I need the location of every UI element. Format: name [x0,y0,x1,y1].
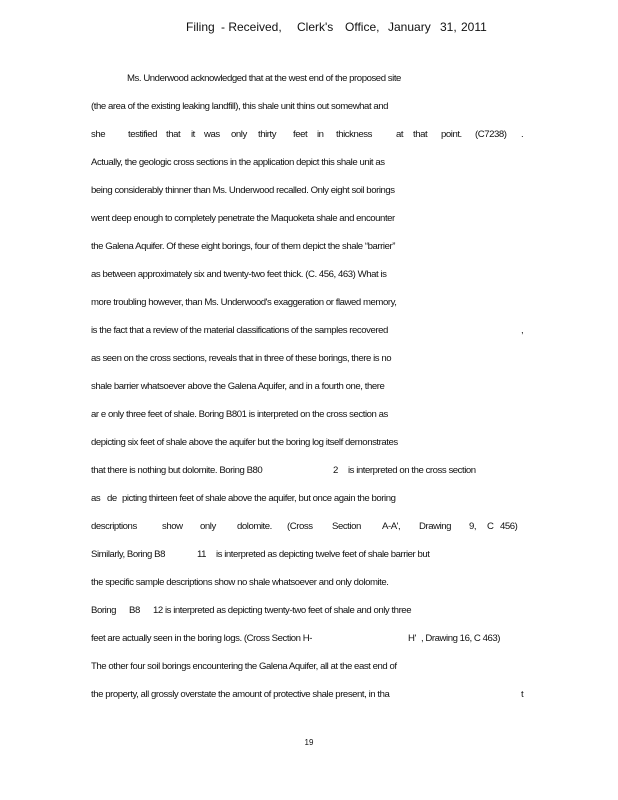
text-segment: . [521,129,524,140]
text-segment: 2 [333,465,338,476]
text-segment: Ms. Underwood acknowledged that at the west end of the proposed site [127,73,401,84]
text-segment: that there is nothing but dolomite. Boring B80 [91,465,263,476]
text-segment: more troubling however, than Ms. Underwood's exaggeration or flawed memory, [91,297,397,308]
header-word: 31, [440,20,457,34]
text-segment: descriptions [91,521,137,532]
text-segment: thickness [336,129,372,140]
text-segment: she [91,129,106,140]
text-segment: ar e only three feet of shale. Boring B801 is interpreted on the cross section as [91,409,388,420]
text-segment: (Cross [287,521,313,532]
text-segment: was [204,129,220,140]
text-segment: Similarly, Boring B8 [91,549,165,560]
header-word: - Received, [221,20,282,34]
text-segment: is interpreted on the cross section [348,465,476,476]
text-segment: thirty [258,129,277,140]
text-segment: 11 [197,549,207,560]
text-segment: B8 [129,605,140,616]
text-segment: the specific sample descriptions show no shale whatsoever and only dolomite. [91,577,389,588]
header-word: January [388,20,431,34]
header-word: Clerk's [297,20,334,34]
header-word: Office, [345,20,380,34]
text-segment: it [191,129,195,140]
text-segment: as seen on the cross sections, reveals that in three of these borings, there is no [91,353,392,364]
text-segment: went deep enough to completely penetrate the Maquoketa shale and encounter [91,213,395,224]
text-segment: that [413,129,428,140]
text-segment: is the fact that a review of the material classifications of the samples recovered [91,325,388,336]
text-segment: 456) [500,521,518,532]
text-segment: being considerably thinner than Ms. Underwood recalled. Only eight soil borings [91,185,395,196]
text-segment: testified [128,129,158,140]
text-segment: is interpreted as depicting twelve feet of shale barrier but [216,549,430,560]
text-segment: as [91,493,101,504]
header-word: Filing [186,20,215,34]
text-segment: that [166,129,181,140]
text-segment: shale barrier whatsoever above the Galena Aquifer, and in a fourth one, there [91,381,385,392]
page-number: 19 [304,738,314,747]
text-segment: (the area of the existing leaking landfill), this shale unit thins out somewhat and [91,101,389,112]
text-segment: , [521,325,524,336]
text-segment: at [396,129,404,140]
text-segment: , Drawing 16, C 463) [421,633,500,644]
text-segment: 9, [469,521,477,532]
text-segment: in [317,129,324,140]
text-segment: only [200,521,216,532]
text-segment: (C7238) [475,129,507,140]
text-segment: the property, all grossly overstate the amount of protective shale present, in tha [91,689,390,700]
header-word: 2011 [461,20,487,34]
text-segment: A-A', [382,521,401,532]
filing-header [0,20,618,38]
text-segment: the Galena Aquifer. Of these eight borings, four of them depict the shale “barrier” [91,241,395,252]
text-segment: t [521,689,524,700]
text-segment: depicting six feet of shale above the aquifer but the boring log itself demonstrates [91,437,398,448]
text-segment: de [107,493,117,504]
text-segment: Drawing [419,521,452,532]
text-segment: Actually, the geologic cross sections in the application depict this shale unit as [91,157,385,168]
text-segment: The other four soil borings encountering the Galena Aquifer, all at the east end of [91,661,397,672]
text-segment: point. [441,129,462,140]
text-segment: H' [408,633,416,644]
text-segment: as between approximately six and twenty-two feet thick. (C. 456, 463) What is [91,269,387,280]
text-segment: dolomite. [237,521,272,532]
text-segment: feet [293,129,308,140]
text-segment: feet are actually seen in the boring logs. (Cross Section H- [91,633,312,644]
text-segment: C [487,521,494,532]
text-segment: Section [332,521,361,532]
text-segment: 12 is interpreted as depicting twenty-two feet of shale and only three [153,605,412,616]
text-segment: picting thirteen feet of shale above the aquifer, but once again the boring [122,493,396,504]
text-segment: show [162,521,183,532]
text-segment: Boring [91,605,117,616]
text-segment: only [231,129,247,140]
